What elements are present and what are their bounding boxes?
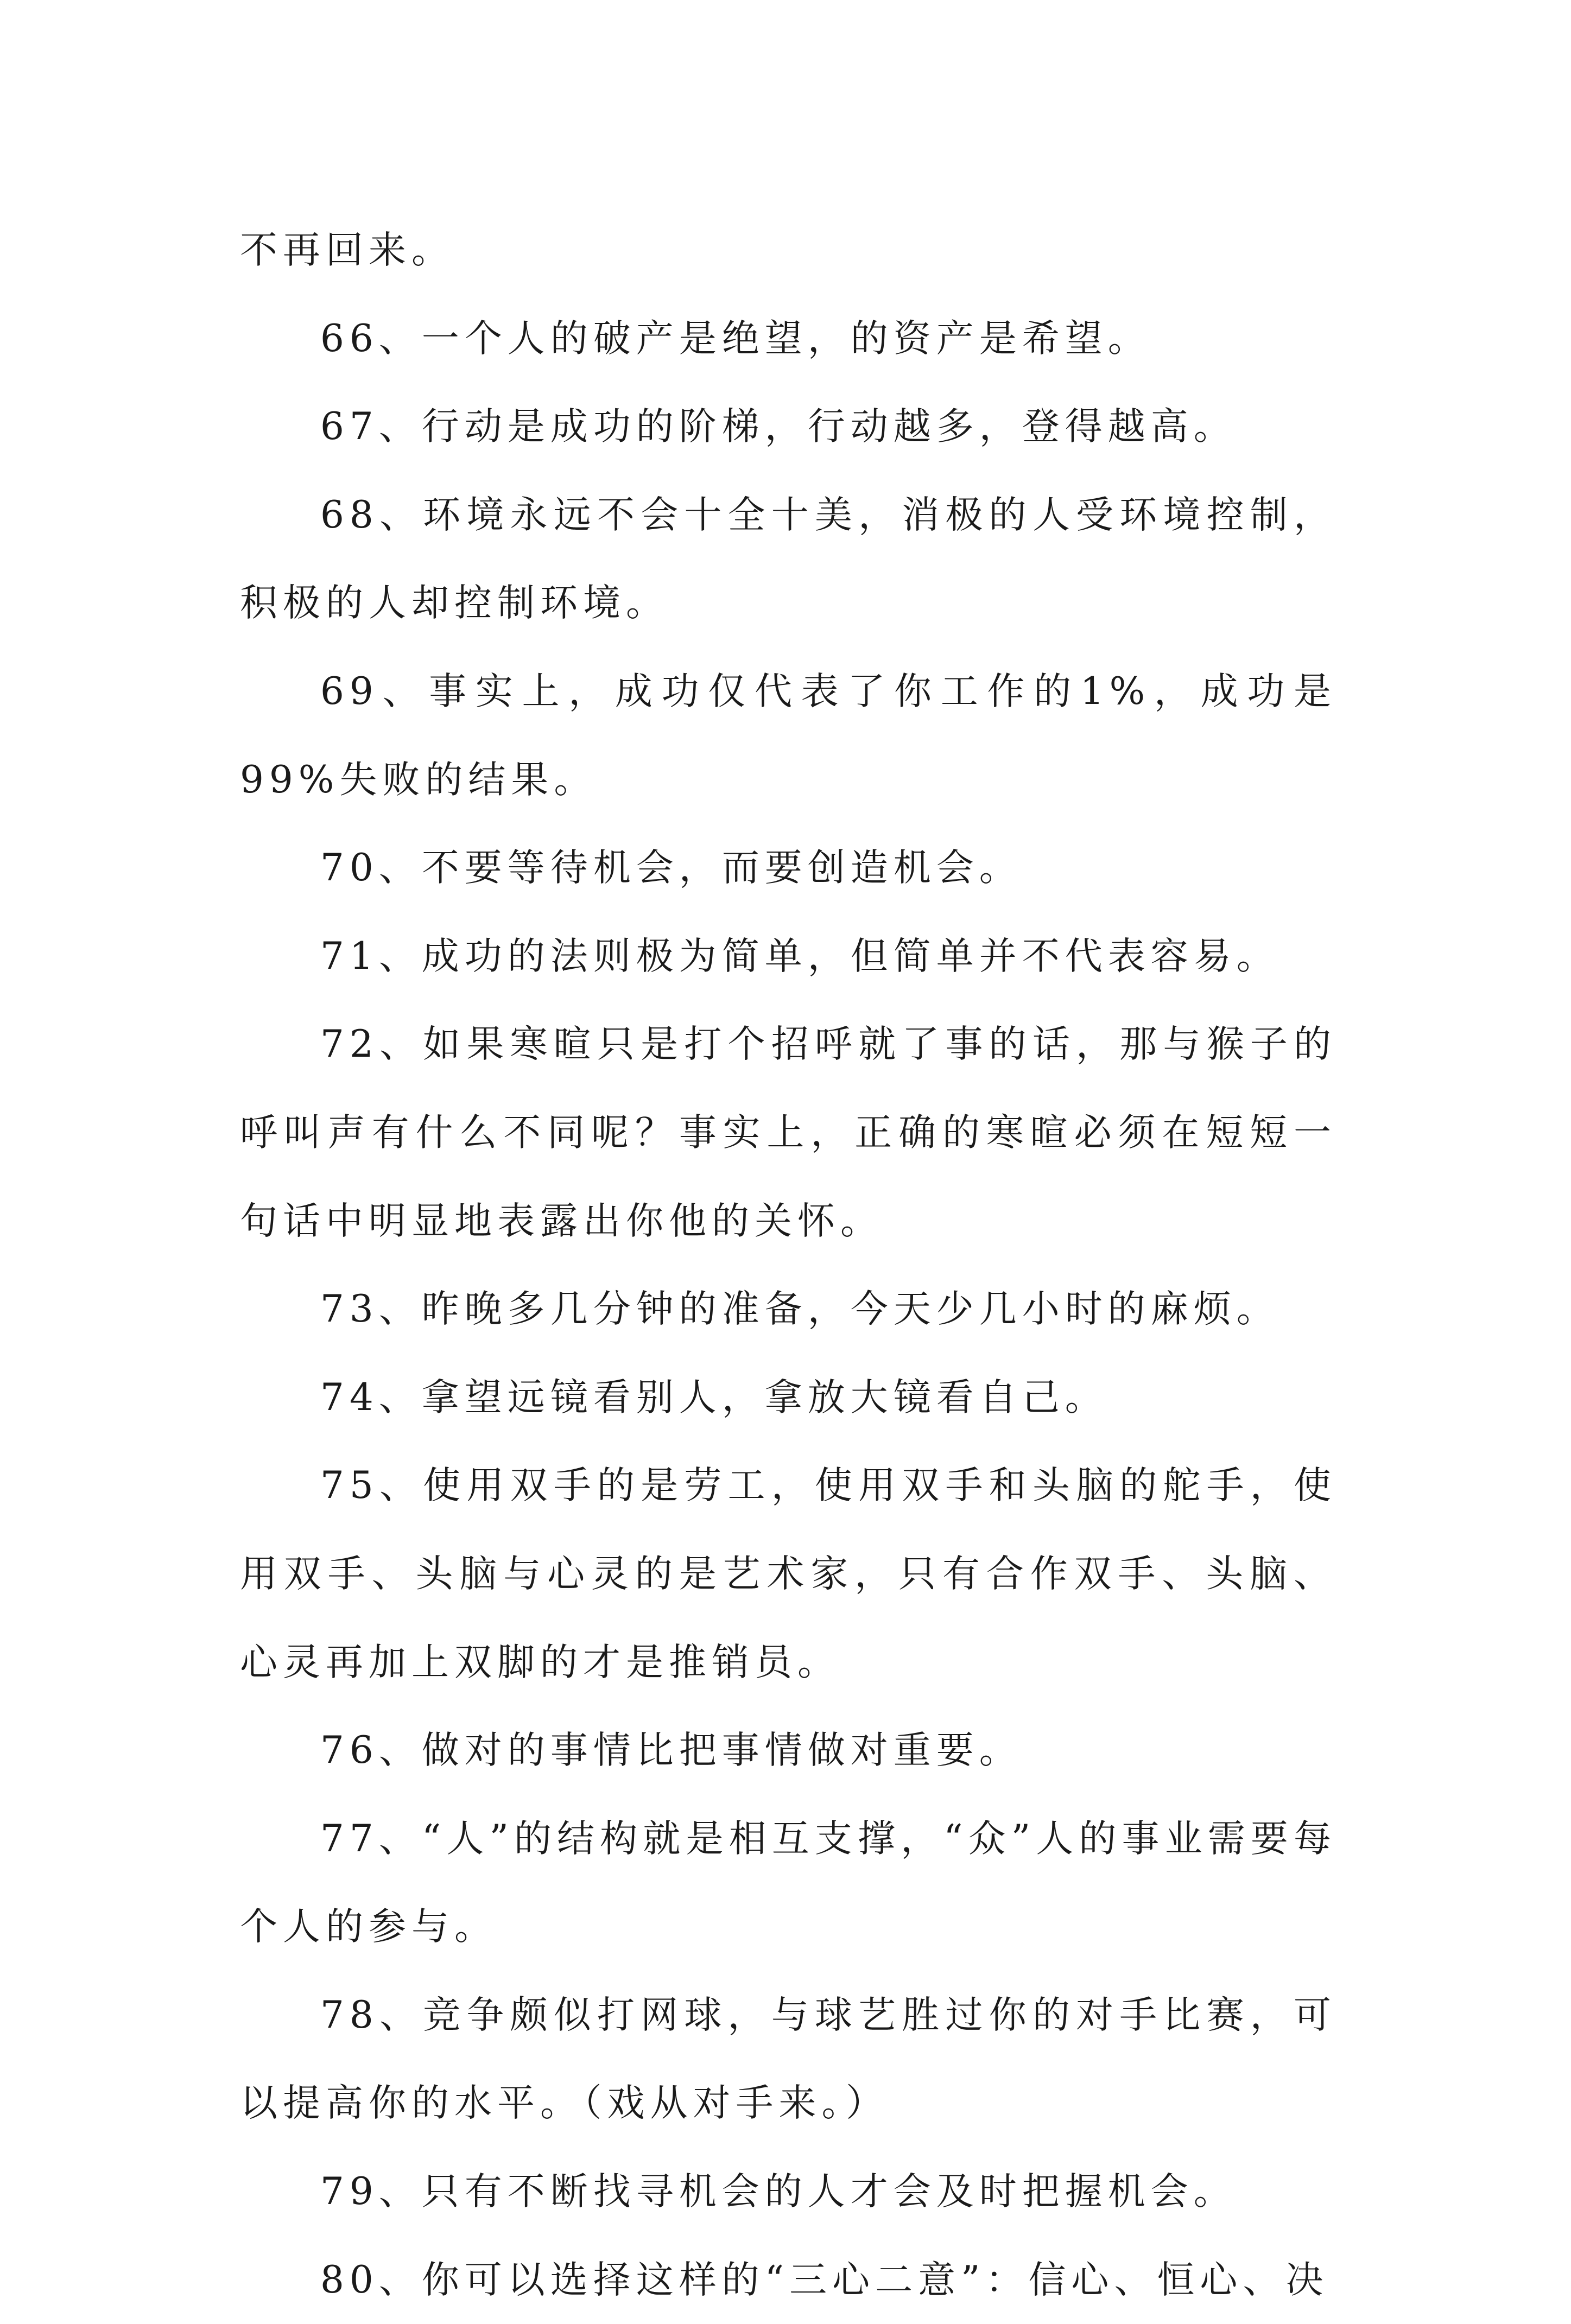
- quote-72: 72、如果寒暄只是打个招呼就了事的话，那与猴子的呼叫声有什么不同呢？事实上，正确的寒暄必须在短短一句话中明显地表露出你他的关怀。: [240, 1023, 1336, 1243]
- quote-74: 74、拿望远镜看别人，拿放大镜看自己。: [320, 1375, 1108, 1419]
- quote-68: 68、环境永远不会十全十美，消极的人受环境控制，积极的人却控制环境。: [240, 493, 1336, 625]
- quote-79: 79、只有不断找寻机会的人才会及时把握机会。: [320, 2170, 1237, 2214]
- quote-77: 77、“人”的结构就是相互支撑，“众”人的事业需要每个人的参与。: [240, 1817, 1336, 1949]
- paragraph-continuation: 不再回来。: [240, 228, 454, 272]
- document-body: [240, 206, 1336, 2324]
- quote-66: 66、一个人的破产是绝望，的资产是希望。: [320, 316, 1151, 360]
- quote-73: 73、昨晚多几分钟的准备，今天少几小时的麻烦。: [320, 1287, 1279, 1331]
- quote-71: 71、成功的法则极为简单，但简单并不代表容易。: [320, 934, 1279, 978]
- quote-70: 70、不要等待机会，而要创造机会。: [320, 846, 1022, 890]
- quote-76: 76、做对的事情比把事情做对重要。: [320, 1729, 1022, 1773]
- quote-67: 67、行动是成功的阶梯，行动越多，登得越高。: [320, 405, 1237, 449]
- quote-69: 69、事实上，成功仅代表了你工作的1%，成功是99%失败的结果。: [240, 669, 1336, 802]
- quote-75: 75、使用双手的是劳工，使用双手和头脑的舵手，使用双手、头脑与心灵的是艺术家，只有合作双手、头脑、心灵再加上双脚的才是推销员。: [240, 1464, 1336, 1684]
- quote-80: 80、你可以选择这样的“三心二意”：信心、恒心、决: [320, 2258, 1329, 2302]
- quote-78: 78、竞争颇似打网球，与球艺胜过你的对手比赛，可以提高你的水平。（戏从对手来。）: [240, 1993, 1336, 2125]
